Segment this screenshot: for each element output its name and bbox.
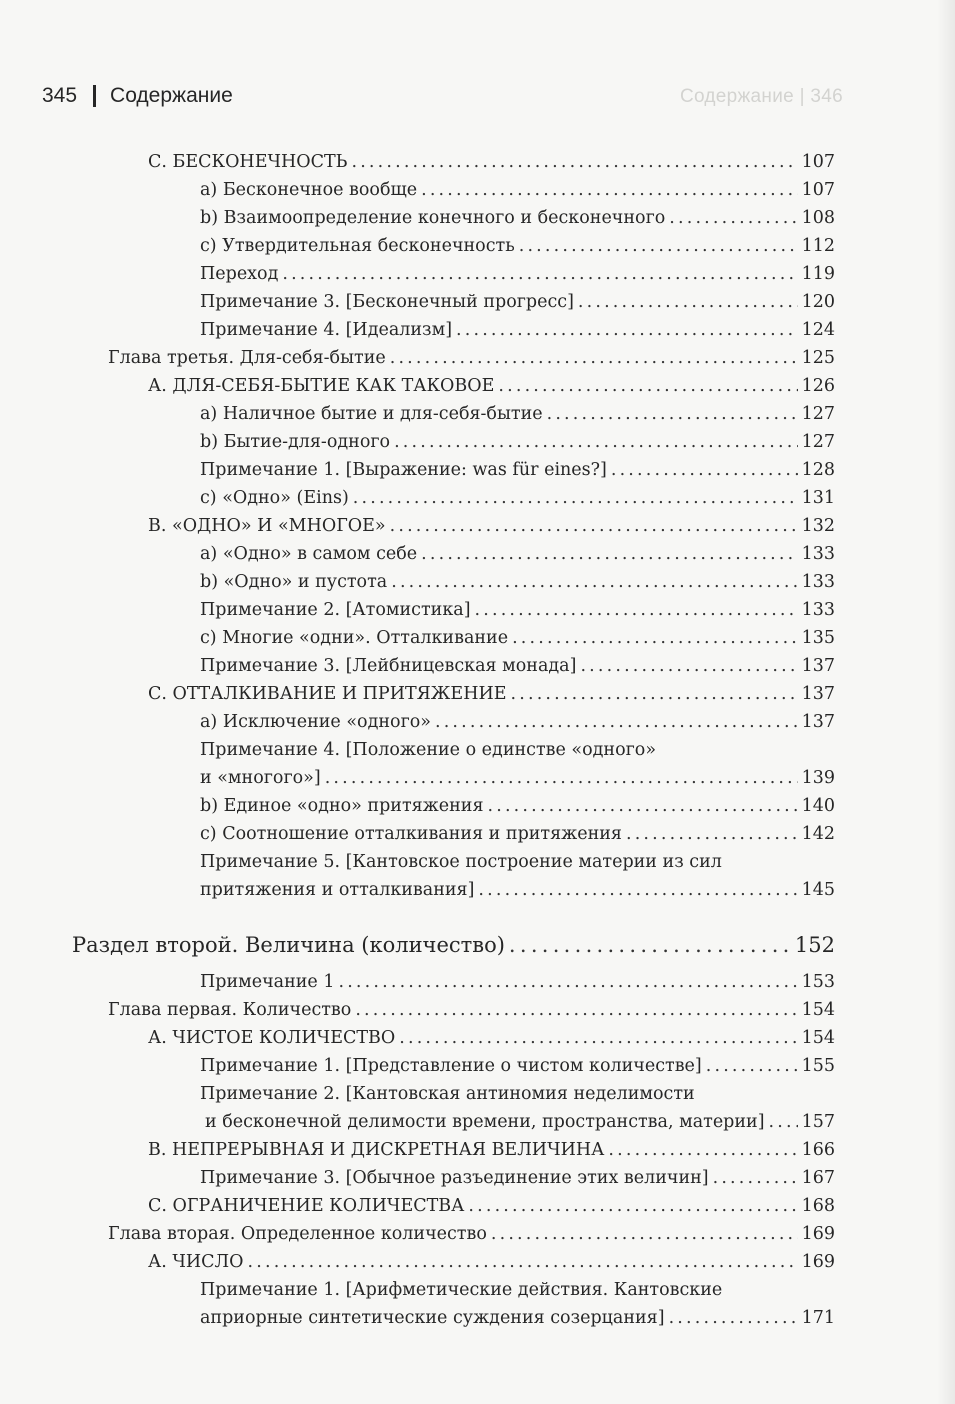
toc-entry-title: а) «Одно» в самом себе <box>200 544 418 564</box>
toc-entry-page: 157 <box>801 1112 835 1132</box>
toc-entry-title: а) Исключение «одного» <box>200 712 431 732</box>
toc-entry <box>0 652 955 680</box>
dot-leader <box>355 996 797 1024</box>
toc-entry-title-line1: Примечание 5. [Кантовское построение материи из сил <box>200 852 722 872</box>
toc-entry-title: А. ДЛЯ-СЕБЯ-БЫТИЕ КАК ТАКОВОЕ <box>148 376 495 396</box>
toc-entry-title: А. ЧИСТОЕ КОЛИЧЕСТВО <box>148 1028 396 1048</box>
toc-entry-title: с) Утвердительная бесконечность <box>200 236 515 256</box>
toc-entry-title: и «многого»] <box>200 768 321 788</box>
dot-leader <box>248 1248 798 1276</box>
toc-entry-page: 137 <box>801 712 835 732</box>
toc-entry-title: В. НЕПРЕРЫВНАЯ И ДИСКРЕТНАЯ ВЕЛИЧИНА <box>148 1140 605 1160</box>
toc-entry-title: a) Бесконечное вообще <box>200 180 418 200</box>
toc-entry-title: Глава вторая. Определенное количество <box>108 1224 487 1244</box>
toc-entry <box>0 736 955 792</box>
toc-entry-page: 166 <box>801 1140 835 1160</box>
toc-entry <box>0 176 955 204</box>
toc-entry-page: 133 <box>801 544 835 564</box>
toc-entry-page: 133 <box>801 572 835 592</box>
toc-entry <box>0 1192 955 1220</box>
dot-leader <box>390 344 798 372</box>
toc-entry-title: с) Соотношение отталкивания и притяжения <box>200 824 622 844</box>
toc-entry <box>0 540 955 568</box>
toc-entry-page: 124 <box>801 320 835 340</box>
toc-entry <box>0 512 955 540</box>
toc-entry-title: Глава первая. Количество <box>108 1000 352 1020</box>
toc-entry <box>0 148 955 176</box>
toc-entry-page: 168 <box>801 1196 835 1216</box>
toc-entry-page: 153 <box>801 972 835 992</box>
dot-leader <box>468 1192 797 1220</box>
toc-entry-page: 169 <box>801 1224 835 1244</box>
toc-entry-title: С. ОТТАЛКИВАНИЕ И ПРИТЯЖЕНИЕ <box>148 684 507 704</box>
running-header <box>42 84 233 108</box>
dot-leader <box>769 1108 798 1136</box>
toc-entry-page: 152 <box>794 933 835 957</box>
toc-entry <box>0 568 955 596</box>
toc-entry <box>0 232 955 260</box>
toc-entry-page: 169 <box>801 1252 835 1272</box>
toc-entry <box>0 820 955 848</box>
toc-entry-page: 155 <box>801 1056 835 1076</box>
toc-entry <box>0 1024 955 1052</box>
toc-entry <box>0 1276 955 1332</box>
toc-entry <box>0 1164 955 1192</box>
dot-leader <box>390 512 798 540</box>
dot-leader <box>394 428 798 456</box>
toc-entry <box>0 344 955 372</box>
dot-leader <box>491 1220 798 1248</box>
dot-leader <box>353 484 798 512</box>
header-divider <box>93 85 96 107</box>
toc-entry-title-line1: Примечание 1. [Арифметические действия. Кантовские <box>200 1280 723 1300</box>
toc-entry-title: Глава третья. Для-себя-бытие <box>108 348 386 368</box>
dot-leader <box>669 204 797 232</box>
toc-entry-title: Примечание 3. [Обычное разъединение этих величин] <box>200 1168 709 1188</box>
toc-entry-page: 167 <box>801 1168 835 1188</box>
toc-entry <box>0 456 955 484</box>
toc-entry-page: 154 <box>801 1000 835 1020</box>
toc-entry <box>0 1248 955 1276</box>
toc-entry-title: Примечание 4. [Идеализм] <box>200 320 453 340</box>
toc-entry-title: a) Наличное бытие и для-себя-бытие <box>200 404 543 424</box>
toc-entry <box>0 204 955 232</box>
bleed-through-header: Содержание | 346 <box>679 86 843 107</box>
toc-entry <box>0 848 955 904</box>
toc-entry-page: 154 <box>801 1028 835 1048</box>
dot-leader <box>421 176 797 204</box>
toc-entry-page: 107 <box>801 152 835 172</box>
dot-leader <box>498 372 797 400</box>
toc-entry-title: В. «ОДНО» И «МНОГОЕ» <box>148 516 386 536</box>
toc-entry-page: 142 <box>801 824 835 844</box>
dot-leader <box>399 1024 797 1052</box>
toc-entry-page: 132 <box>801 516 835 536</box>
table-of-contents <box>0 148 955 1332</box>
toc-entry-page: 126 <box>801 376 835 396</box>
toc-entry-page: 139 <box>801 768 835 788</box>
toc-entry-page: 120 <box>801 292 835 312</box>
toc-entry-page: 107 <box>801 180 835 200</box>
toc-entry-title: С. ОГРАНИЧЕНИЕ КОЛИЧЕСТВА <box>148 1196 465 1216</box>
toc-entry-title: Переход <box>200 264 279 284</box>
toc-entry <box>0 680 955 708</box>
dot-leader <box>706 1052 798 1080</box>
toc-entry <box>0 400 955 428</box>
toc-entry-title: с) Многие «одни». Отталкивание <box>200 628 509 648</box>
dot-leader <box>478 876 797 904</box>
toc-entry-title: априорные синтетические суждения созерцания] <box>200 1308 665 1328</box>
toc-entry-title: Примечание 1 <box>200 972 335 992</box>
toc-entry-title: Примечание 1. [Представление о чистом количестве] <box>200 1056 702 1076</box>
toc-entry-page: 125 <box>801 348 835 368</box>
toc-entry <box>0 260 955 288</box>
dot-leader <box>580 652 797 680</box>
toc-entry-page: 108 <box>801 208 835 228</box>
dot-leader <box>511 680 798 708</box>
dot-leader <box>626 820 798 848</box>
toc-entry-page: 171 <box>801 1308 835 1328</box>
dot-leader <box>456 316 798 344</box>
toc-entry-page: 127 <box>801 432 835 452</box>
dot-leader <box>547 400 798 428</box>
toc-entry-title: b) Единое «одно» притяжения <box>200 796 484 816</box>
toc-entry-title: Примечание 3. [Лейбницевская монада] <box>200 656 577 676</box>
dot-leader <box>475 596 798 624</box>
toc-entry-title: b) Бытие-для-одного <box>200 432 391 452</box>
dot-leader <box>509 922 791 968</box>
page-number: 345 <box>42 84 78 107</box>
dot-leader <box>351 148 797 176</box>
toc-entry <box>0 316 955 344</box>
dot-leader <box>421 540 797 568</box>
toc-entry-page: 140 <box>801 796 835 816</box>
dot-leader <box>282 260 797 288</box>
toc-entry <box>0 428 955 456</box>
toc-entry-title: А. ЧИСЛО <box>148 1252 244 1272</box>
toc-entry <box>0 996 955 1024</box>
toc-entry-title: и бесконечной делимости времени, пространства, материи] <box>205 1112 765 1132</box>
dot-leader <box>391 568 797 596</box>
toc-entry-page: 112 <box>801 236 835 256</box>
toc-entry-title: притяжения и отталкивания] <box>200 880 475 900</box>
toc-entry-page: 137 <box>801 656 835 676</box>
dot-leader <box>611 456 798 484</box>
toc-entry-title: Примечание 2. [Атомистика] <box>200 600 471 620</box>
toc-entry-title: Примечание 1. [Выражение: was für eines?] <box>200 460 607 480</box>
toc-entry <box>0 792 955 820</box>
toc-entry <box>0 1080 955 1136</box>
dot-leader <box>669 1304 798 1332</box>
toc-entry <box>0 1052 955 1080</box>
toc-entry-title: Примечание 3. [Бесконечный прогресс] <box>200 292 574 312</box>
dot-leader <box>519 232 798 260</box>
dot-leader <box>713 1164 798 1192</box>
toc-entry-page: 131 <box>801 488 835 508</box>
toc-entry-title: b) Взаимоопределение конечного и бесконечного <box>200 208 666 228</box>
toc-entry-page: 133 <box>801 600 835 620</box>
toc-entry <box>0 1136 955 1164</box>
toc-entry-page: 127 <box>801 404 835 424</box>
dot-leader <box>435 708 798 736</box>
toc-entry <box>0 484 955 512</box>
toc-entry-page: 119 <box>801 264 835 284</box>
toc-entry <box>0 596 955 624</box>
toc-entry <box>0 624 955 652</box>
dot-leader <box>512 624 798 652</box>
toc-entry-title: Раздел второй. Величина (количество) <box>72 933 505 957</box>
toc-entry-page: 137 <box>801 684 835 704</box>
dot-leader <box>608 1136 797 1164</box>
toc-entry <box>0 708 955 736</box>
toc-entry-page: 135 <box>801 628 835 648</box>
toc-entry-title: b) «Одно» и пустота <box>200 572 388 592</box>
toc-entry <box>0 288 955 316</box>
toc-entry-title: c) «Одно» (Eins) <box>200 488 349 508</box>
toc-entry-title-line1: Примечание 2. [Кантовская антиномия неделимости <box>200 1084 695 1104</box>
dot-leader <box>338 968 797 996</box>
toc-entry-title-line1: Примечание 4. [Положение о единстве «одного» <box>200 740 657 760</box>
dot-leader <box>578 288 798 316</box>
dot-leader <box>488 792 798 820</box>
running-header-title: Содержание <box>110 84 233 107</box>
toc-entry <box>0 968 955 996</box>
toc-entry-page: 128 <box>801 460 835 480</box>
toc-entry-title: С. БЕСКОНЕЧНОСТЬ <box>148 152 348 172</box>
toc-entry <box>0 372 955 400</box>
toc-entry <box>0 922 955 968</box>
dot-leader <box>325 764 798 792</box>
toc-entry <box>0 1220 955 1248</box>
toc-entry-page: 145 <box>801 880 835 900</box>
